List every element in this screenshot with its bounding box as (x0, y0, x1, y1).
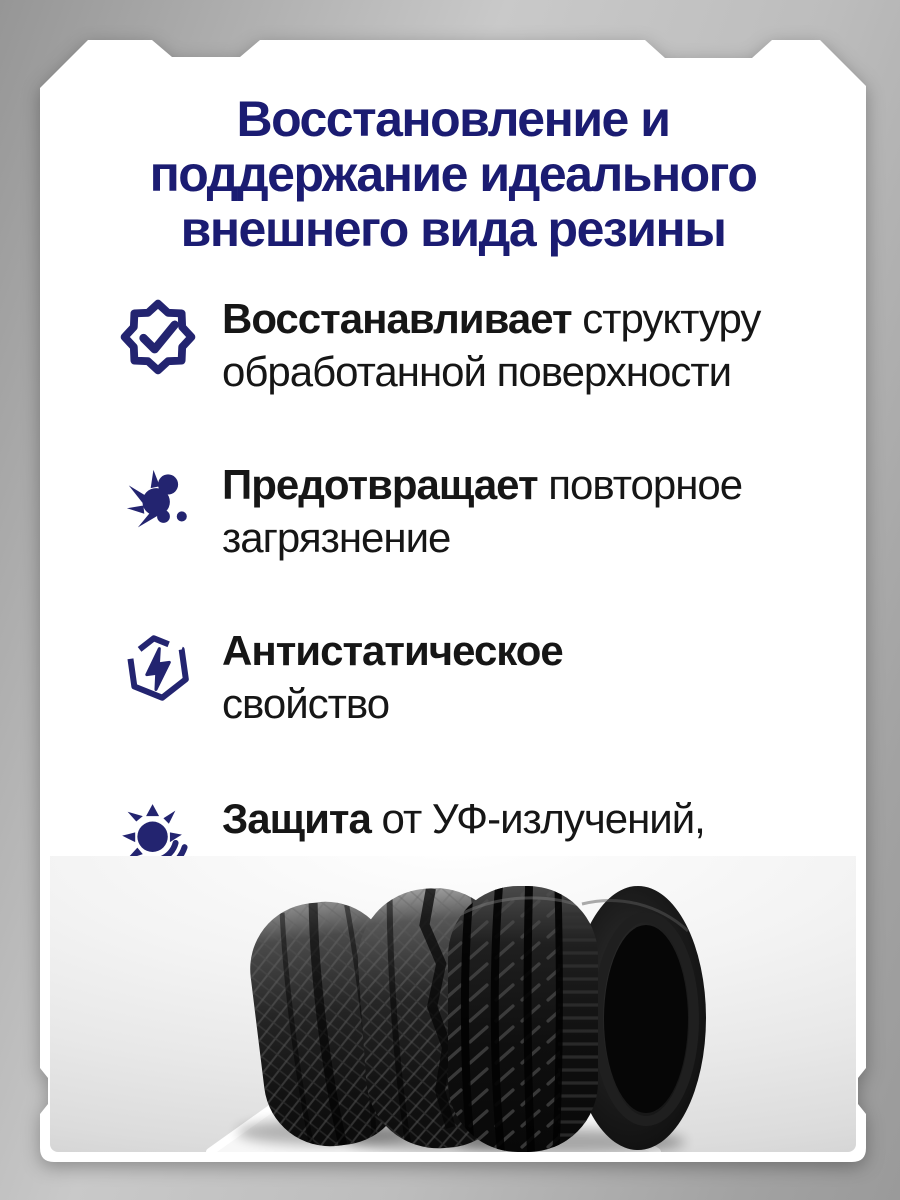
feature-text (222, 458, 742, 564)
feature-rest: повторное (537, 461, 743, 508)
feature-bold: Предотвращает (222, 461, 538, 508)
feature-line-1 (222, 792, 705, 845)
antistatic-icon (116, 632, 200, 702)
tires-photo (50, 856, 856, 1152)
feature-bold: Защита (222, 795, 371, 842)
feature-text (222, 292, 760, 398)
seal-check-icon (116, 298, 200, 376)
feature-text (222, 624, 563, 730)
feature-bold: Антистатическое (222, 627, 563, 674)
feature-line-1 (222, 458, 742, 511)
splat-icon (116, 468, 200, 532)
feature-line-2: обработанной поверхности (222, 348, 732, 395)
feature-restores (116, 292, 760, 398)
feature-rest: структуру (571, 295, 761, 342)
tires-illustration (50, 856, 856, 1152)
feature-line-2: загрязнение (222, 514, 451, 561)
feature-line-2: свойство (222, 680, 390, 727)
title-line-3: внешнего вида резины (180, 201, 726, 257)
page-title (40, 92, 866, 257)
feature-line-1 (222, 624, 563, 677)
feature-antistatic (116, 624, 563, 730)
feature-bold: Восстанавливает (222, 295, 572, 342)
feature-prevents (116, 458, 742, 564)
feature-rest: от УФ-излучений, (370, 795, 705, 842)
title-line-2: поддержание идеального (149, 146, 757, 202)
feature-line-1 (222, 292, 760, 345)
tire-right (448, 886, 706, 1152)
title-line-1: Восстановление и (236, 91, 670, 147)
